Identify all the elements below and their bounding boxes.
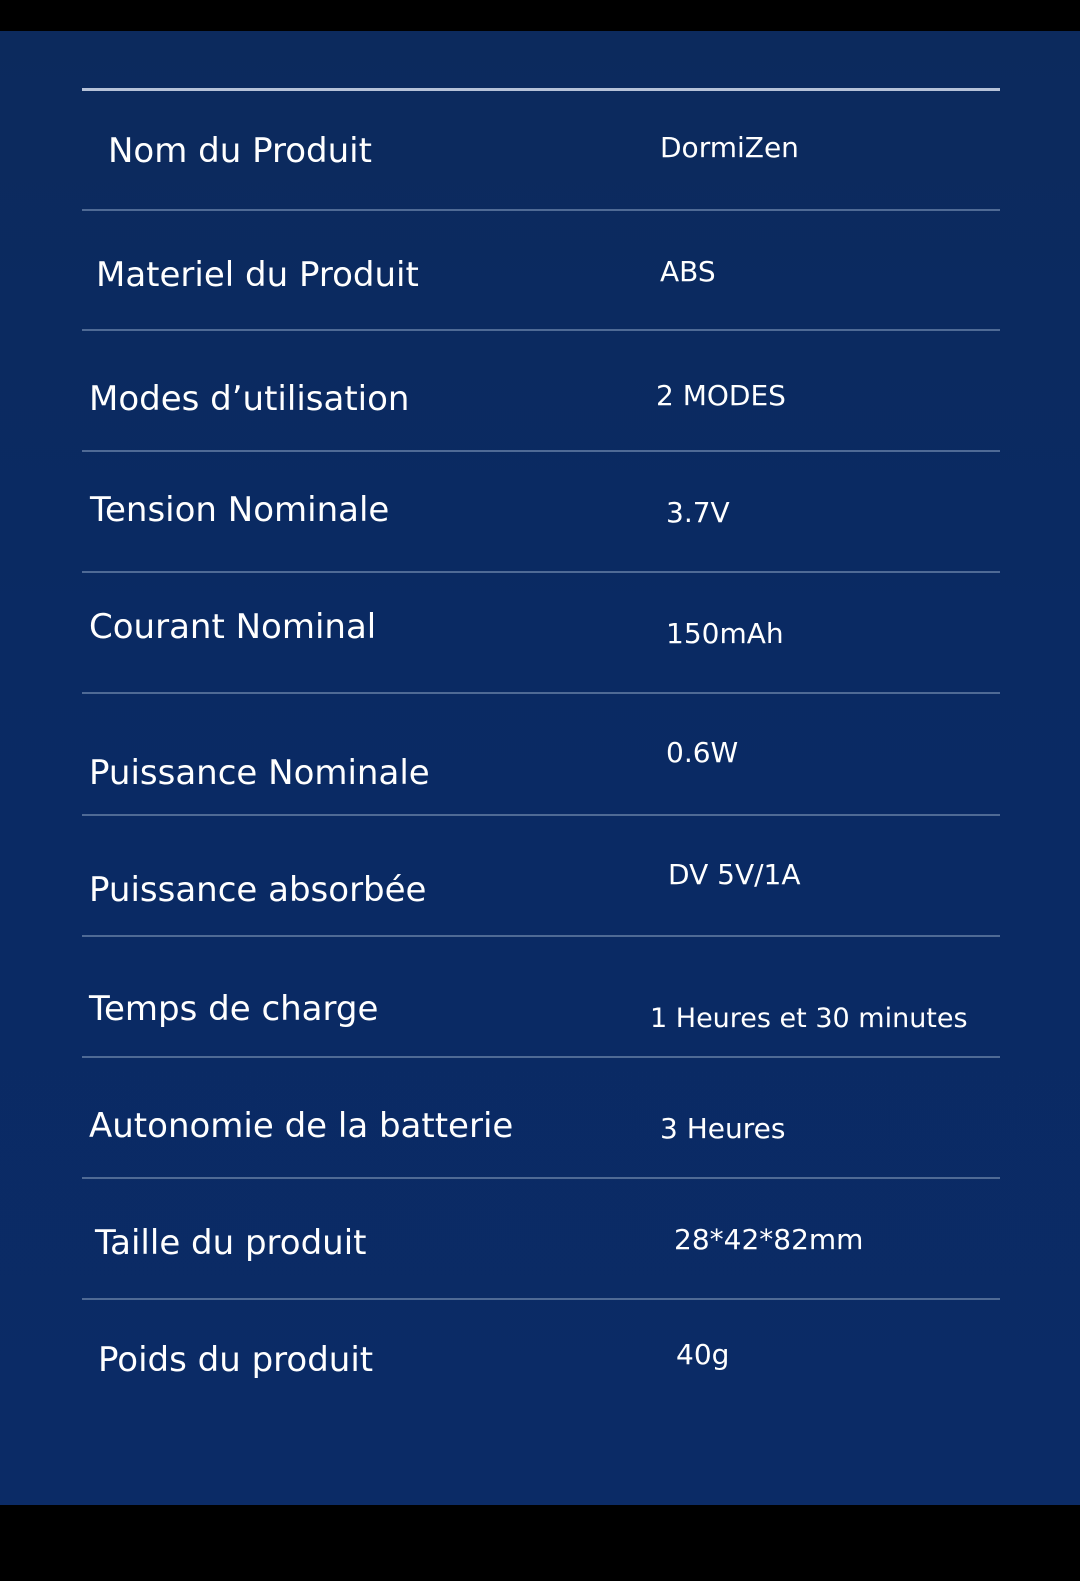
spec-value: 40g [676, 1338, 730, 1371]
spec-label: Puissance absorbée [89, 870, 427, 910]
spec-row-input [82, 816, 1000, 937]
spec-row-voltage [82, 452, 1000, 573]
spec-label: Temps de charge [89, 989, 379, 1029]
spec-label: Courant Nominal [89, 607, 377, 647]
spec-row-material [82, 211, 1000, 331]
spec-label: Modes d’utilisation [89, 379, 410, 419]
spec-value: 2 MODES [656, 379, 786, 412]
spec-label: Nom du Produit [108, 131, 372, 171]
spec-panel [0, 31, 1080, 1505]
spec-row-battery-life [82, 1058, 1000, 1179]
spec-label: Materiel du Produit [96, 255, 419, 295]
spec-row-product-name [82, 91, 1000, 211]
spec-value: 150mAh [666, 617, 784, 650]
spec-label: Taille du produit [95, 1223, 367, 1263]
spec-value: DV 5V/1A [668, 858, 801, 891]
spec-value: 0.6W [666, 736, 739, 769]
spec-label: Autonomie de la batterie [89, 1106, 514, 1146]
spec-row-size [82, 1179, 1000, 1300]
spec-value: DormiZen [660, 131, 799, 164]
spec-row-power [82, 694, 1000, 816]
spec-value: 3.7V [666, 496, 730, 529]
spec-row-charge-time [82, 937, 1000, 1058]
spec-row-weight [82, 1300, 1000, 1418]
spec-label: Tension Nominale [90, 490, 390, 530]
spec-value: 3 Heures [660, 1112, 786, 1145]
spec-label: Poids du produit [98, 1340, 374, 1380]
spec-row-current [82, 573, 1000, 694]
spec-label: Puissance Nominale [89, 753, 430, 793]
spec-value: ABS [660, 255, 716, 288]
spec-value: 28*42*82mm [674, 1223, 864, 1256]
spec-value: 1 Heures et 30 minutes [650, 1003, 968, 1034]
spec-row-modes [82, 331, 1000, 452]
